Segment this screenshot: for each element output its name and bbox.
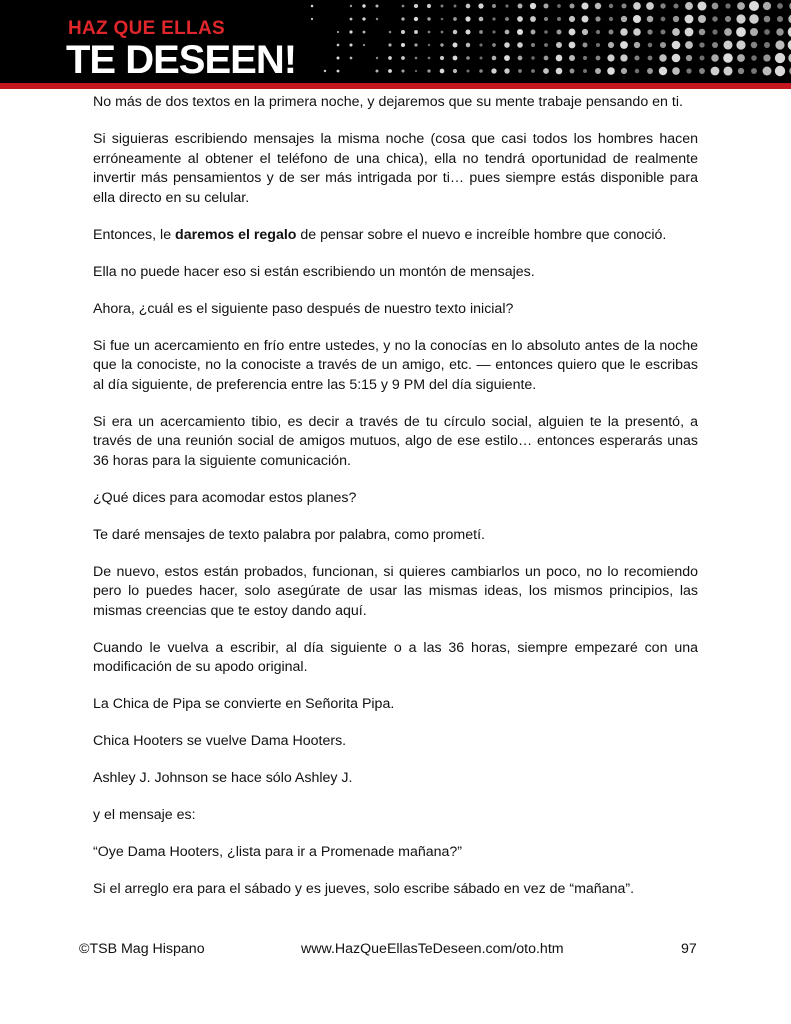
halftone-dot (388, 69, 392, 73)
halftone-dot (569, 55, 575, 61)
halftone-dot (375, 4, 378, 7)
halftone-dot (764, 16, 771, 23)
halftone-dot (647, 29, 652, 34)
halftone-dot (596, 30, 600, 34)
halftone-dot (634, 55, 639, 60)
halftone-dot (595, 3, 601, 9)
halftone-dot (581, 15, 588, 22)
halftone-dot (725, 3, 730, 8)
halftone-dot (672, 28, 680, 36)
halftone-dot (596, 56, 601, 61)
halftone-dot (749, 1, 759, 11)
halftone-dot (775, 66, 785, 76)
halftone-dot (723, 66, 732, 75)
halftone-dot (648, 56, 653, 61)
halftone-dot (712, 29, 717, 34)
paragraph-bold-text: daremos el regalo (175, 226, 297, 243)
halftone-dot (764, 42, 770, 48)
paragraph-text: de pensar sobre el nuevo e increíble hombre que conoció. (296, 226, 667, 243)
paragraph: Si era un acercamiento tibio, es decir a través de tu círculo social, alguien te la presentó, a través de una reunión social de amigos mutuos, algo de ese estilo… entonces esperarás unas 36 horas para la siguiente comunicación. (93, 413, 698, 469)
halftone-dot (607, 54, 614, 61)
halftone-dot (557, 30, 562, 35)
halftone-dot (686, 68, 691, 73)
paragraph: Ashley J. Johnson se hace sólo Ashley J. (93, 770, 353, 786)
halftone-dot (337, 31, 339, 33)
halftone-dot (712, 3, 719, 10)
halftone-dot (504, 68, 509, 73)
header-red-stripe (0, 83, 791, 89)
paragraph: Te daré mensajes de texto palabra por palabra, como prometí. (93, 526, 485, 543)
halftone-dot (569, 29, 576, 36)
halftone-dot (633, 15, 641, 23)
halftone-dot (337, 44, 340, 47)
halftone-dot (673, 16, 679, 22)
halftone-dot (504, 55, 510, 61)
paragraph: Si fue un acercamiento en frío entre ustedes, y no la conocías en lo absoluto antes de la noche que la conociste, no la conociste a través de un amigo, etc. — entonces quiero que le escribas al día siguiente, de preferencia entre las 5:15 y 9 PM del día siguiente. (93, 337, 698, 393)
page-content (93, 93, 698, 917)
halftone-dot (350, 5, 352, 7)
halftone-dot (414, 4, 418, 8)
halftone-dot (544, 30, 548, 34)
halftone-dot (672, 54, 681, 63)
halftone-dot (427, 4, 431, 8)
halftone-dot (543, 3, 548, 8)
halftone-dot (583, 56, 587, 60)
halftone-dot (673, 3, 678, 8)
halftone-dot (686, 55, 692, 61)
halftone-dot (414, 17, 418, 21)
halftone-dot (609, 30, 614, 35)
paragraph: No más de dos textos en la primera noche, y dejaremos que su mente trabaje pensando en ti. (93, 94, 683, 110)
halftone-dot (349, 30, 352, 33)
halftone-dot (311, 18, 313, 20)
halftone-dot (723, 40, 732, 49)
halftone-dot (570, 69, 575, 74)
halftone-dot (388, 56, 392, 60)
halftone-dot (607, 67, 615, 75)
halftone-dot (492, 17, 495, 20)
halftone-dot (505, 17, 509, 21)
halftone-dot (581, 2, 588, 9)
halftone-dot (763, 54, 770, 61)
halftone-dot (620, 28, 627, 35)
halftone-dot (685, 15, 694, 24)
halftone-dot (517, 16, 523, 22)
halftone-dot (401, 56, 405, 60)
halftone-dot (491, 68, 496, 73)
halftone-dot (557, 4, 561, 8)
halftone-dot (427, 69, 430, 72)
halftone-dot (737, 2, 745, 10)
halftone-dot (633, 28, 641, 36)
halftone-dot (661, 17, 666, 22)
halftone-dot (505, 30, 510, 35)
halftone-dot (659, 67, 667, 75)
halftone-dot (711, 67, 720, 76)
halftone-dot (440, 69, 445, 74)
halftone-dot (764, 29, 770, 35)
halftone-dot (776, 28, 783, 35)
halftone-dot (428, 31, 431, 34)
header-title-main: TE DESEEN! (66, 38, 297, 82)
paragraph: Si el arreglo era para el sábado y es jueves, solo escribe sábado en vez de “mañana”. (93, 881, 635, 897)
halftone-dot (712, 42, 718, 48)
halftone-dot (531, 30, 536, 35)
halftone-dot (736, 27, 746, 37)
halftone-dot (466, 56, 470, 60)
halftone-dot (531, 56, 534, 59)
halftone-dot (401, 43, 405, 47)
halftone-dot (699, 68, 705, 74)
halftone-dot (556, 42, 562, 48)
halftone-dot (467, 70, 470, 73)
halftone-dot (750, 28, 758, 36)
halftone-dot (659, 54, 666, 61)
halftone-dot (518, 69, 522, 73)
halftone-dot (440, 56, 444, 60)
halftone-dot (609, 17, 613, 21)
halftone-dot (685, 28, 694, 37)
halftone-dot (492, 4, 496, 8)
halftone-dot (608, 42, 614, 48)
halftone-dot (620, 54, 627, 61)
halftone-dot (427, 17, 430, 20)
halftone-dot (763, 67, 772, 76)
halftone-dot (736, 40, 745, 49)
halftone-dot (763, 2, 771, 10)
halftone-dot (530, 16, 536, 22)
halftone-dot (376, 18, 378, 20)
halftone-dot (556, 68, 563, 75)
halftone-dot (661, 30, 666, 35)
halftone-dot (736, 14, 745, 23)
paragraph (93, 226, 698, 246)
halftone-dot (465, 16, 470, 21)
halftone-dot (350, 18, 353, 21)
halftone-dot (441, 31, 444, 34)
halftone-dot (569, 42, 576, 49)
halftone-dot (699, 42, 704, 47)
halftone-dot (672, 67, 680, 75)
halftone-dot (363, 44, 365, 46)
halftone-dot (479, 56, 482, 59)
halftone-dot (466, 4, 471, 9)
halftone-dot (582, 42, 587, 47)
halftone-dot (504, 42, 510, 48)
halftone-dot (775, 40, 784, 49)
halftone-dot (596, 43, 600, 47)
halftone-dot (751, 55, 757, 61)
halftone-dot (414, 30, 418, 34)
halftone-dot (414, 43, 417, 46)
halftone-dot (454, 5, 457, 8)
halftone-dot (453, 30, 457, 34)
halftone-dot (492, 43, 496, 47)
halftone-dot (388, 43, 391, 46)
halftone-dot (723, 53, 733, 63)
halftone-dot (697, 1, 706, 10)
halftone-dot (492, 56, 497, 61)
halftone-dot (633, 2, 641, 10)
halftone-dot (363, 31, 366, 34)
halftone-dot (621, 3, 626, 8)
halftone-dot (751, 68, 757, 74)
halftone-dots-decoration (300, 0, 791, 83)
paragraph: Ahora, ¿cuál es el siguiente paso después de nuestro texto inicial? (93, 300, 514, 317)
halftone-dot (531, 43, 535, 47)
halftone-dot (698, 15, 706, 23)
halftone-dot (453, 17, 457, 21)
halftone-dot (415, 57, 418, 60)
halftone-dot (582, 29, 588, 35)
halftone-dot (699, 29, 706, 36)
halftone-dot (324, 70, 326, 72)
page-number: 97 (681, 941, 697, 957)
footer-url[interactable]: www.HazQueEllasTeDeseen.com/oto.htm (301, 941, 564, 957)
paragraph: y el mensaje es: (93, 807, 196, 823)
page-header (0, 0, 791, 83)
halftone-dot (466, 43, 470, 47)
halftone-dot (647, 16, 654, 23)
halftone-dot (737, 54, 745, 62)
halftone-dot (376, 70, 379, 73)
halftone-dot (751, 42, 757, 48)
halftone-dot (749, 14, 758, 23)
halftone-dot (428, 57, 431, 60)
paragraph: De nuevo, estos están probados, funcionan, si quieres cambiarlos un poco, no lo recomiendo pero lo puedes hacer, solo asegúrate de usar las mismas ideas, los mismos principios, las mismas creencias que te estoy dando aquí. (93, 563, 698, 619)
paragraph: Si siguieras escribiendo mensajes la misma noche (cosa que casi todos los hombres hacen erróneamente al obtener el teléfono de una chica), ella no tendrá oportunidad de realmente invertir más pensamientos y de ser más intrigada por ti… pues siempre estás disponible para ella directo en su celular. (93, 131, 698, 206)
halftone-dot (621, 16, 627, 22)
halftone-dot (543, 68, 549, 74)
halftone-dot (350, 57, 353, 60)
halftone-dot (402, 5, 405, 8)
halftone-dot (609, 4, 613, 8)
halftone-dot (544, 17, 548, 21)
halftone-dot (530, 3, 536, 9)
halftone-dot (479, 17, 484, 22)
halftone-dot (738, 68, 744, 74)
halftone-dot (648, 43, 653, 48)
halftone-dot (401, 30, 405, 34)
halftone-dot (775, 53, 785, 63)
halftone-dot (544, 56, 549, 61)
footer-copyright: ©TSB Mag Hispano (79, 941, 205, 957)
halftone-dot (478, 3, 483, 8)
halftone-dot (634, 42, 640, 48)
halftone-dot (583, 69, 587, 73)
halftone-dot (465, 29, 470, 34)
halftone-dot (517, 29, 523, 35)
halftone-dot (337, 70, 340, 73)
halftone-dot (724, 28, 732, 36)
halftone-dot (595, 16, 600, 21)
paragraph: La Chica de Pipa se convierte en Señorita Pipa. (93, 696, 395, 712)
halftone-dot (556, 55, 563, 62)
halftone-dot (777, 16, 783, 22)
halftone-dot (557, 17, 561, 21)
halftone-dot (569, 16, 575, 22)
header-title-top: HAZ QUE ELLAS (68, 18, 225, 39)
halftone-dot (544, 43, 548, 47)
halftone-dot (777, 3, 783, 9)
paragraph: Chica Hooters se vuelve Dama Hooters. (93, 733, 347, 749)
halftone-dot (635, 69, 639, 73)
halftone-dot (492, 30, 495, 33)
halftone-dot (620, 41, 628, 49)
halftone-dot (621, 68, 627, 74)
halftone-dot (479, 43, 482, 46)
halftone-dot (725, 16, 731, 22)
halftone-dot (440, 43, 443, 46)
paragraph-text: Entonces, le (93, 226, 176, 243)
halftone-dot (647, 68, 653, 74)
halftone-dot (479, 69, 483, 73)
halftone-dot (415, 70, 417, 72)
halftone-dot (646, 2, 654, 10)
halftone-dot (441, 18, 444, 21)
halftone-dot (660, 3, 665, 8)
halftone-dot (699, 55, 704, 60)
halftone-dot (479, 30, 483, 34)
halftone-dot (505, 4, 508, 7)
paragraph: ¿Qué dices para acomodar estos planes? (93, 489, 357, 506)
halftone-dot (453, 43, 458, 48)
halftone-dot (517, 42, 523, 48)
halftone-dot (660, 42, 666, 48)
halftone-dot (376, 57, 378, 59)
halftone-dot (401, 17, 404, 20)
halftone-dot (362, 17, 365, 20)
halftone-dot (337, 57, 340, 60)
halftone-dot (453, 56, 458, 61)
halftone-dot (428, 44, 430, 46)
halftone-dot (518, 56, 523, 61)
paragraph: “Oye Dama Hooters, ¿lista para ir a Promenade mañana?” (93, 844, 463, 860)
halftone-dot (712, 16, 717, 21)
halftone-dot (441, 5, 444, 8)
paragraph: Cuando le vuelva a escribir, al día siguiente o a las 36 horas, siempre empezaré con una modificación de su apodo original. (93, 639, 698, 675)
halftone-dot (362, 4, 365, 7)
halftone-dot (685, 41, 693, 49)
halftone-dot (595, 68, 601, 74)
halftone-dot (711, 54, 718, 61)
halftone-dot (349, 43, 352, 46)
halftone-dot (311, 5, 314, 8)
halftone-dot (401, 69, 404, 72)
halftone-dot (531, 69, 535, 73)
halftone-dot (569, 3, 574, 8)
paragraph: Ella no puede hacer eso si están escribiendo un montón de mensajes. (93, 263, 535, 280)
halftone-dot (453, 69, 457, 73)
halftone-dot (518, 4, 523, 9)
halftone-dot (389, 31, 392, 34)
halftone-dot (672, 41, 681, 50)
halftone-dot (685, 2, 693, 10)
